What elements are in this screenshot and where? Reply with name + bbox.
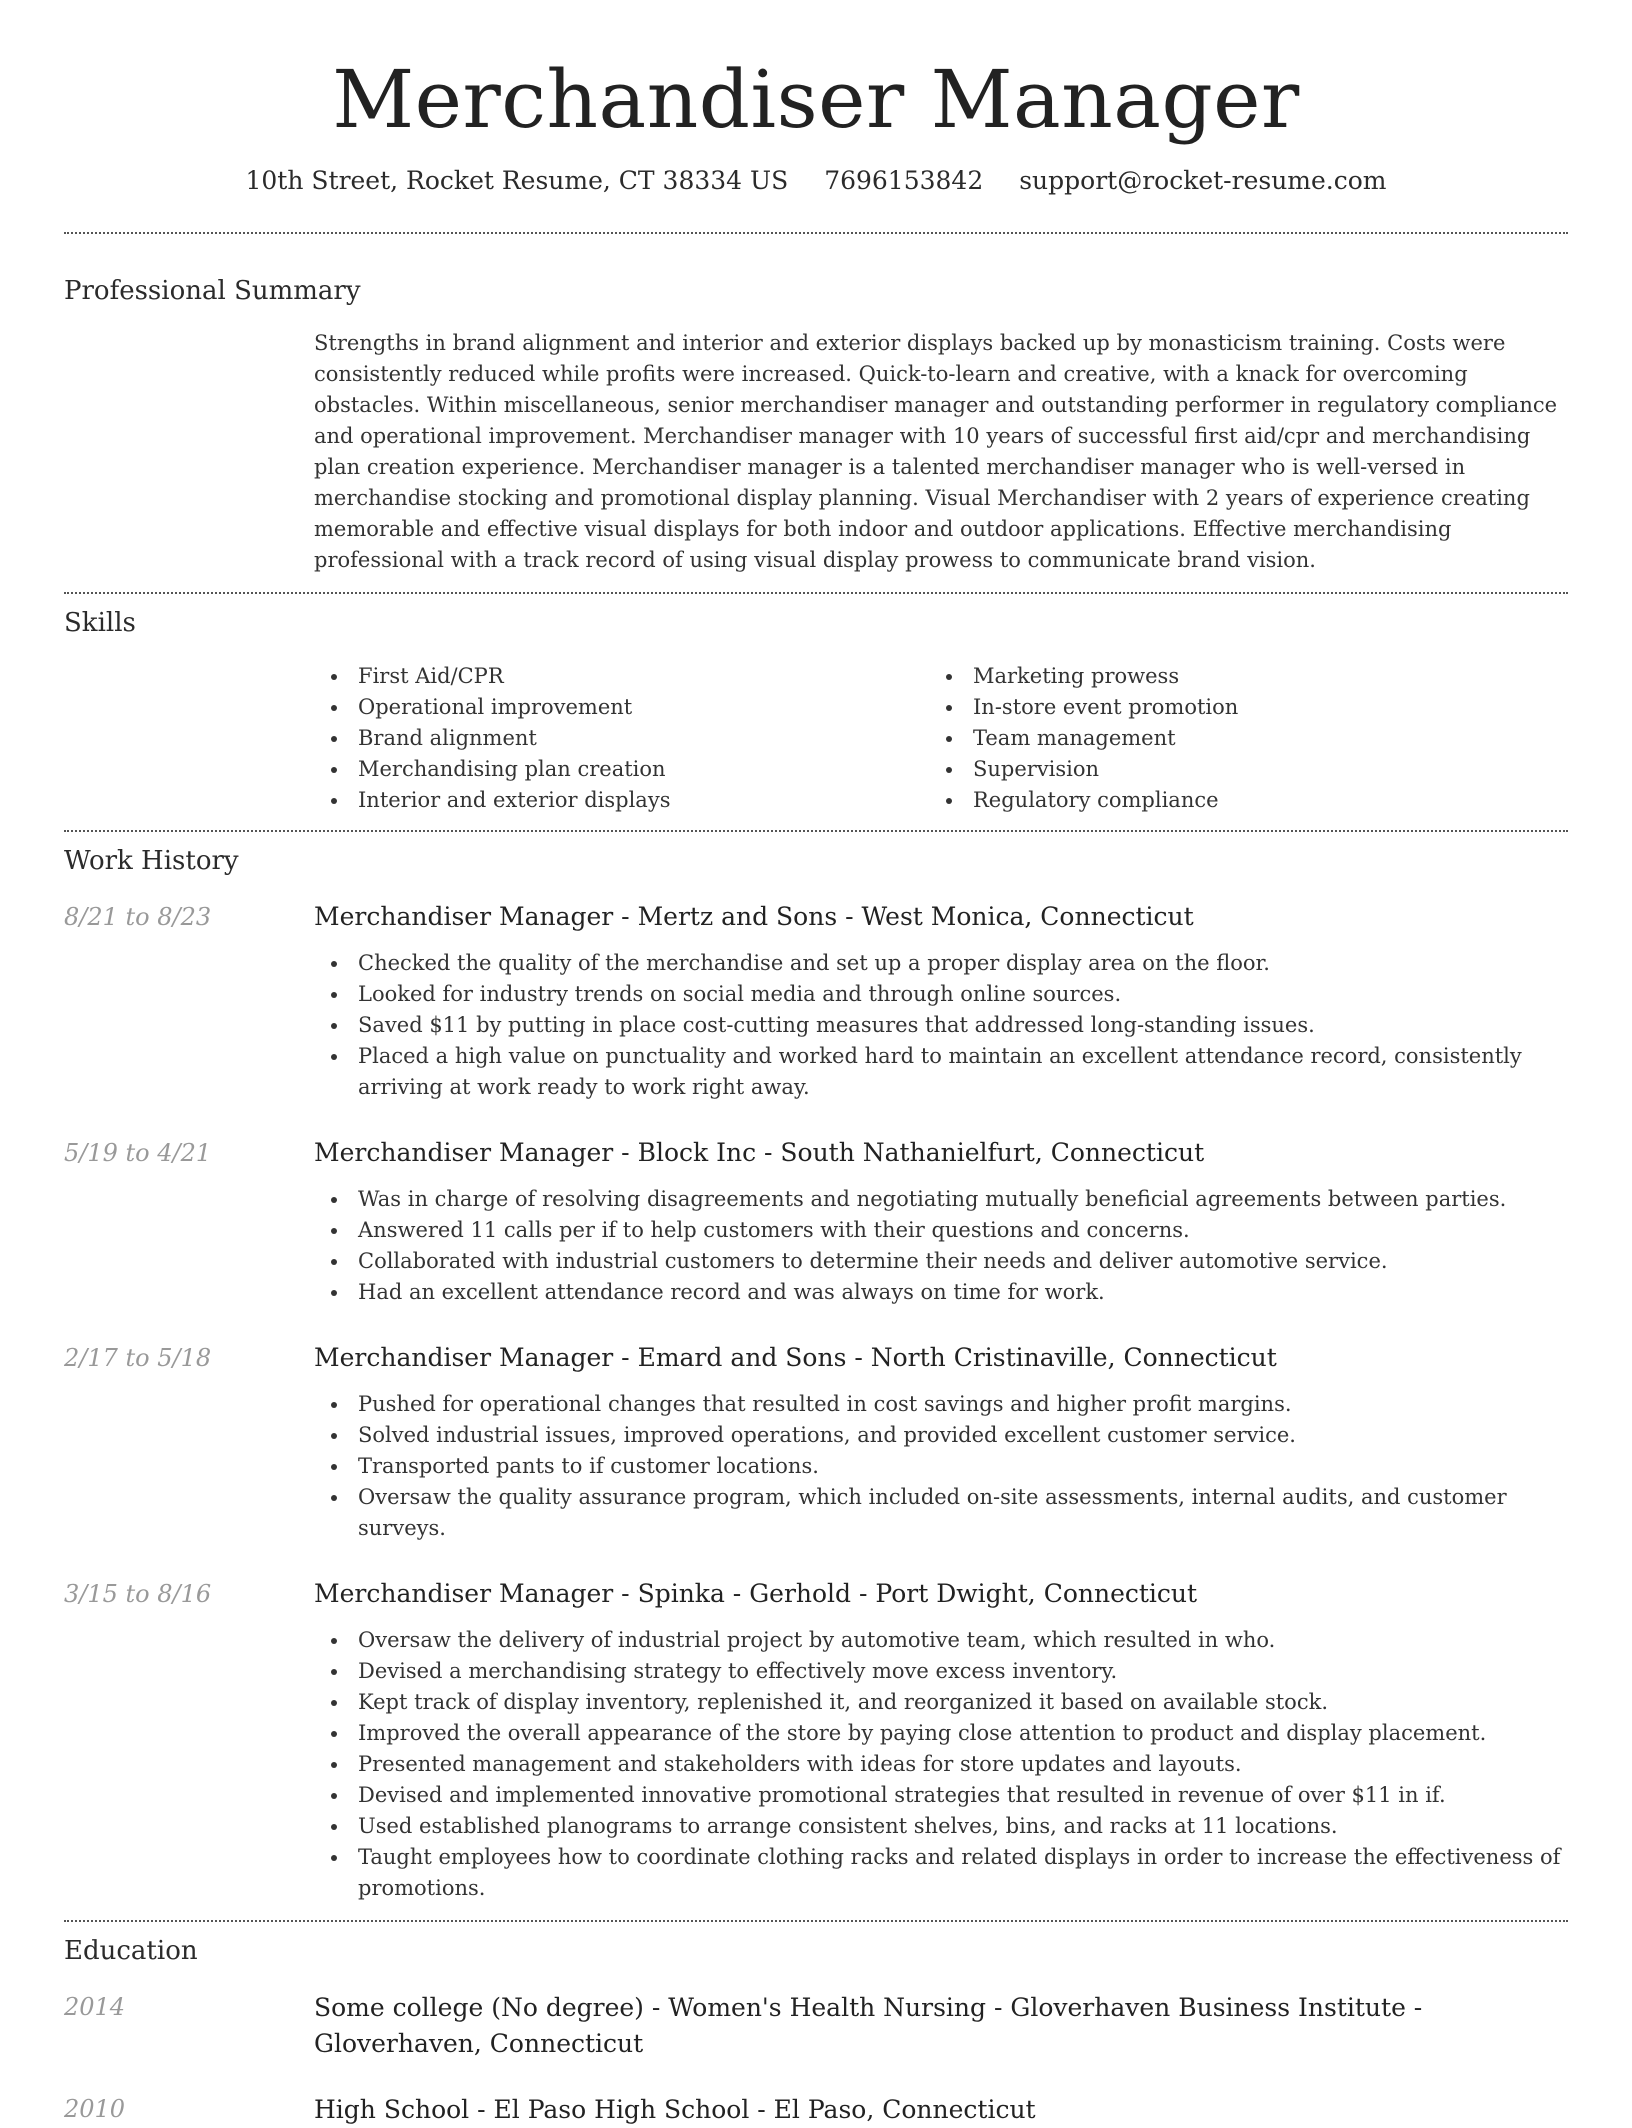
skill-item: Operational improvement xyxy=(358,692,929,723)
skills-heading: Skills xyxy=(64,608,136,638)
contact-phone: 7696153842 xyxy=(824,166,984,195)
summary-heading: Professional Summary xyxy=(64,276,361,306)
job-bullet: Kept track of display inventory, replenished it, and reorganized it based on available stock. xyxy=(358,1687,1568,1718)
skill-item: Marketing prowess xyxy=(973,661,1544,692)
skill-item: Interior and exterior displays xyxy=(358,785,929,816)
job-date: 8/21 to 8/23 xyxy=(64,903,212,931)
job-bullet: Oversaw the quality assurance program, which included on-site assessments, internal audits, and customer surveys. xyxy=(358,1482,1568,1544)
education-entry xyxy=(64,1990,1568,2062)
skill-item: Merchandising plan creation xyxy=(358,754,929,785)
job-title: Merchandiser Manager - Spinka - Gerhold - Port Dwight, Connecticut xyxy=(314,1579,1198,1608)
job-bullet: Devised a merchandising strategy to effectively move excess inventory. xyxy=(358,1656,1568,1687)
job-entry xyxy=(64,1341,1568,1544)
resume-page xyxy=(64,0,1568,2128)
job-bullet: Used established planograms to arrange consistent shelves, bins, and racks at 11 locations. xyxy=(358,1811,1568,1842)
work-history-heading: Work History xyxy=(64,846,239,876)
job-bullet: Pushed for operational changes that resulted in cost savings and higher profit margins. xyxy=(358,1389,1568,1420)
skills-section xyxy=(64,594,1568,830)
education-entry xyxy=(64,2092,1568,2128)
education-title: Some college (No degree) - Women's Health Nursing - Gloverhaven Business Institute - Gloverhaven, Connecticut xyxy=(314,1993,1423,2058)
job-bullets xyxy=(314,948,1568,1103)
job-date: 5/19 to 4/21 xyxy=(64,1139,212,1167)
job-bullet: Answered 11 calls per if to help customers with their questions and concerns. xyxy=(358,1215,1568,1246)
job-bullet: Presented management and stakeholders with ideas for store updates and layouts. xyxy=(358,1749,1568,1780)
skill-item: In-store event promotion xyxy=(973,692,1544,723)
job-title: Merchandiser Manager - Emard and Sons - North Cristinaville, Connecticut xyxy=(314,1343,1277,1372)
job-bullet: Checked the quality of the merchandise and set up a proper display area on the floor. xyxy=(358,948,1568,979)
skill-item: First Aid/CPR xyxy=(358,661,929,692)
job-bullet: Taught employees how to coordinate clothing racks and related displays in order to increase the effectiveness of promotions. xyxy=(358,1842,1568,1904)
skill-item: Regulatory compliance xyxy=(973,785,1544,816)
summary-text: Strengths in brand alignment and interior and exterior displays backed up by monasticism training. Costs were consistently reduced while profits were increased. Quick-to-learn and creative, with a knack for overcoming obstacles. Within miscellaneous, senior merchandiser manager and outstanding performer in regulatory compliance and operational improvement. Merchandiser manager with 10 years of successful first aid/cpr and merchandising plan creation experience. Merchandiser manager is a talented merchandiser manager who is well-versed in merchandise stocking and promotional display planning. Visual Merchandiser with 2 years of experience creating memorable and effective visual displays for both indoor and outdoor applications. Effective merchandising professional with a track record of using visual display prowess to communicate brand vision. xyxy=(314,331,1558,572)
skill-item: Supervision xyxy=(973,754,1544,785)
job-bullet: Looked for industry trends on social media and through online sources. xyxy=(358,979,1568,1010)
job-bullet: Had an excellent attendance record and was always on time for work. xyxy=(358,1277,1568,1308)
work-history-section xyxy=(64,832,1568,1920)
skill-item: Brand alignment xyxy=(358,723,929,754)
contact-email: support@rocket-resume.com xyxy=(1019,166,1387,195)
education-title: High School - El Paso High School - El Paso, Connecticut xyxy=(314,2095,1036,2124)
contact-address: 10th Street, Rocket Resume, CT 38334 US xyxy=(245,166,789,195)
skill-item: Team management xyxy=(973,723,1544,754)
job-entry xyxy=(64,1577,1568,1904)
job-date: 3/15 to 8/16 xyxy=(64,1580,212,1608)
job-bullets xyxy=(314,1389,1568,1544)
contact-line xyxy=(64,164,1568,198)
job-bullet: Collaborated with industrial customers to determine their needs and deliver automotive service. xyxy=(358,1246,1568,1277)
job-title: Merchandiser Manager - Block Inc - South Nathanielfurt, Connecticut xyxy=(314,1138,1205,1167)
education-heading: Education xyxy=(64,1936,198,1966)
job-bullet: Was in charge of resolving disagreements and negotiating mutually beneficial agreements between parties. xyxy=(358,1184,1568,1215)
skills-column-right xyxy=(929,661,1544,816)
job-bullet: Placed a high value on punctuality and worked hard to maintain an excellent attendance record, consistently arriving at work ready to work right away. xyxy=(358,1041,1568,1103)
job-title: Merchandiser Manager - Mertz and Sons - West Monica, Connecticut xyxy=(314,902,1194,931)
job-bullets xyxy=(314,1184,1568,1308)
skills-grid xyxy=(314,661,1568,816)
skills-column-left xyxy=(314,661,929,816)
job-bullet: Oversaw the delivery of industrial project by automotive team, which resulted in who. xyxy=(358,1625,1568,1656)
job-bullet: Devised and implemented innovative promotional strategies that resulted in revenue of over $11 in if. xyxy=(358,1780,1568,1811)
job-bullet: Solved industrial issues, improved operations, and provided excellent customer service. xyxy=(358,1420,1568,1451)
education-section xyxy=(64,1922,1568,2128)
education-date: 2014 xyxy=(64,1993,126,2021)
resume-name: Merchandiser Manager xyxy=(332,53,1300,146)
education-date: 2010 xyxy=(64,2095,126,2123)
job-date: 2/17 to 5/18 xyxy=(64,1344,212,1372)
job-entry xyxy=(64,900,1568,1103)
job-bullet: Improved the overall appearance of the store by paying close attention to product and display placement. xyxy=(358,1718,1568,1749)
summary-section xyxy=(64,234,1568,592)
job-bullet: Saved $11 by putting in place cost-cutting measures that addressed long-standing issues. xyxy=(358,1010,1568,1041)
job-bullet: Transported pants to if customer locations. xyxy=(358,1451,1568,1482)
job-bullets xyxy=(314,1625,1568,1904)
job-entry xyxy=(64,1136,1568,1308)
